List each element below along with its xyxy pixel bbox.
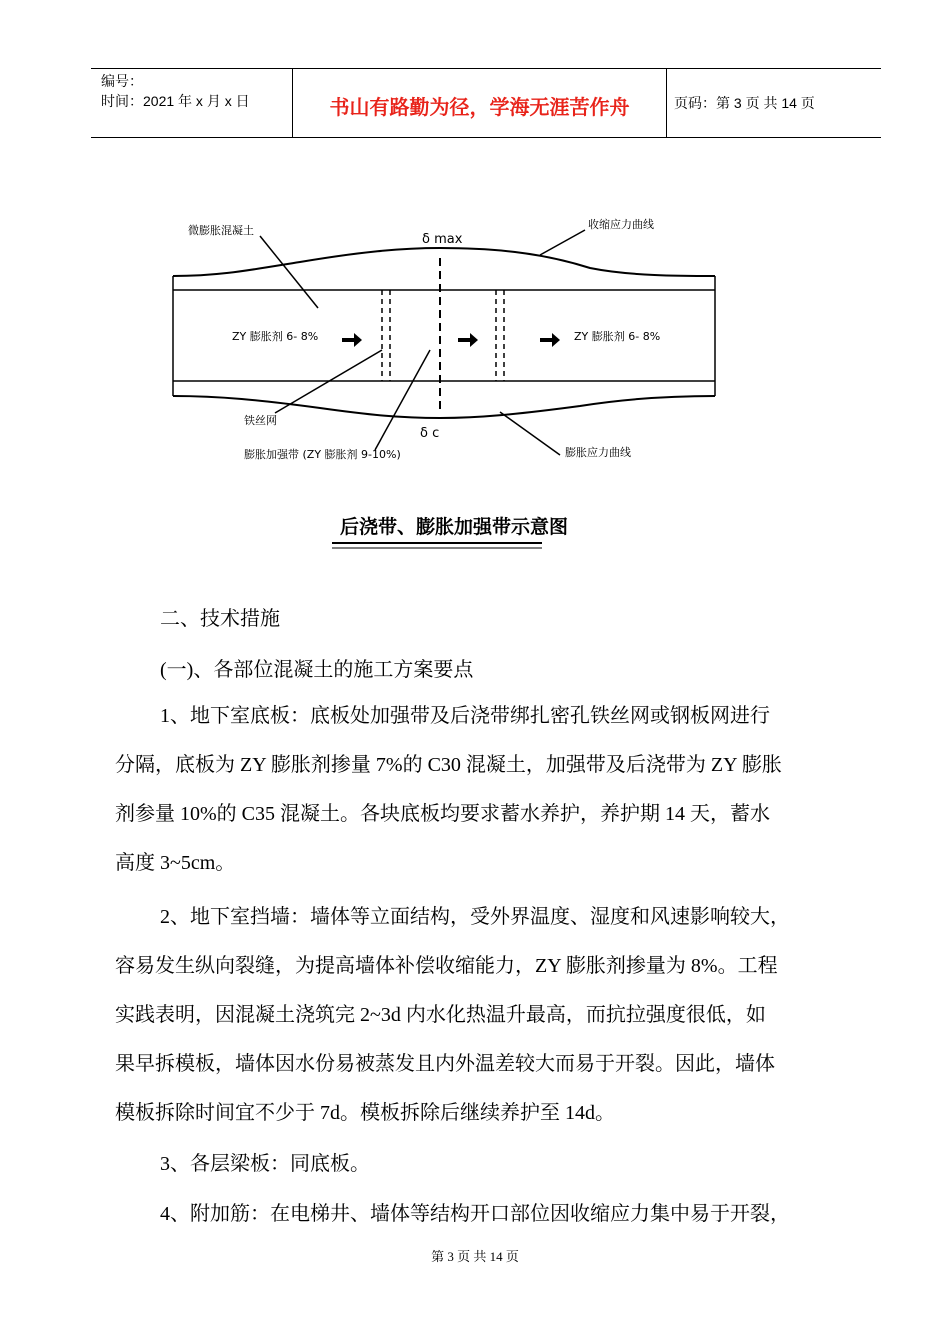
- section-title: 二、技术措施: [160, 608, 280, 630]
- label-expand-curve: 膨胀应力曲线: [565, 446, 631, 459]
- leader-expand-curve: [500, 412, 560, 455]
- header-motto: 书山有路勤为径，学海无涯苦作舟: [329, 95, 630, 119]
- p2-line: 果早拆模板，墙体因水份易被蒸发且内外温差较大而易于开裂。因此，墙体: [115, 1053, 775, 1075]
- paragraph-4: [115, 1190, 865, 1239]
- label-wire-mesh: 铁丝网: [244, 414, 277, 427]
- label-shrink-curve: 收缩应力曲线: [588, 218, 654, 231]
- p2-line: 实践表明，因混凝土浇筑完 2~3d 内水化热温升最高，而抗拉强度很低，如: [115, 1004, 766, 1026]
- arrow-right-icon: [458, 333, 478, 347]
- header-left-cell: [91, 69, 292, 137]
- header-page-cell: [666, 69, 881, 137]
- p1-line: 剂参量 10%的 C35 混凝土。各块底板均要求蓄水养护，养护期 14 天，蓄水: [115, 803, 770, 825]
- header-page-label: 页码：第 3 页 共 14 页: [674, 95, 815, 111]
- sub-title: (一)、各部位混凝土的施工方案要点: [160, 659, 474, 681]
- p1-line: 1、地下室底板：底板处加强带及后浇带绑扎密孔铁丝网或钢板网进行: [160, 705, 770, 727]
- label-delta-c: δ c: [420, 426, 440, 441]
- label-strip: 膨胀加强带 (ZY 膨胀剂 9-10%): [244, 448, 401, 461]
- p3-line: 3、各层梁板：同底板。: [160, 1153, 370, 1175]
- paragraph-3: [115, 1140, 865, 1189]
- leader-shrink-curve: [540, 230, 585, 255]
- header-time-label: 时间：2021 年 x 月 x 日: [101, 93, 250, 109]
- arrow-right-icon: [540, 333, 560, 347]
- p2-line: 2、地下室挡墙：墙体等立面结构，受外界温度、湿度和风速影响较大，: [160, 906, 790, 928]
- header-motto-cell: [292, 69, 667, 137]
- label-zy-left: ZY 膨胀剂 6- 8%: [232, 330, 319, 343]
- paragraph-1: [115, 692, 865, 888]
- paragraph-2: [115, 893, 865, 1138]
- header-number-label: 编号：: [101, 73, 143, 89]
- arrow-right-icon: [342, 333, 362, 347]
- p1-line: 高度 3~5cm。: [115, 852, 236, 874]
- page-footer: 第 3 页 共 14 页: [431, 1249, 519, 1264]
- diagram-caption: 后浇带、膨胀加强带示意图: [340, 516, 569, 538]
- label-micro-concrete: 微膨胀混凝土: [188, 224, 254, 237]
- p1-line: 分隔，底板为 ZY 膨胀剂掺量 7%的 C30 混凝土，加强带及后浇带为 ZY 膨胀: [115, 754, 782, 776]
- label-delta-max: δ max: [422, 232, 463, 247]
- p4-line: 4、附加筋：在电梯井、墙体等结构开口部位因收缩应力集中易于开裂，: [160, 1203, 790, 1225]
- leader-micro-concrete: [260, 236, 318, 308]
- p2-line: 模板拆除时间宜不少于 7d。模板拆除后继续养护至 14d。: [115, 1102, 615, 1124]
- p2-line: 容易发生纵向裂缝，为提高墙体补偿收缩能力，ZY 膨胀剂掺量为 8%。工程: [115, 955, 778, 977]
- post-pour-strip-diagram: [160, 200, 730, 570]
- shrink-stress-curve: [173, 248, 715, 276]
- document-header: [91, 68, 881, 138]
- label-zy-right: ZY 膨胀剂 6- 8%: [574, 330, 661, 343]
